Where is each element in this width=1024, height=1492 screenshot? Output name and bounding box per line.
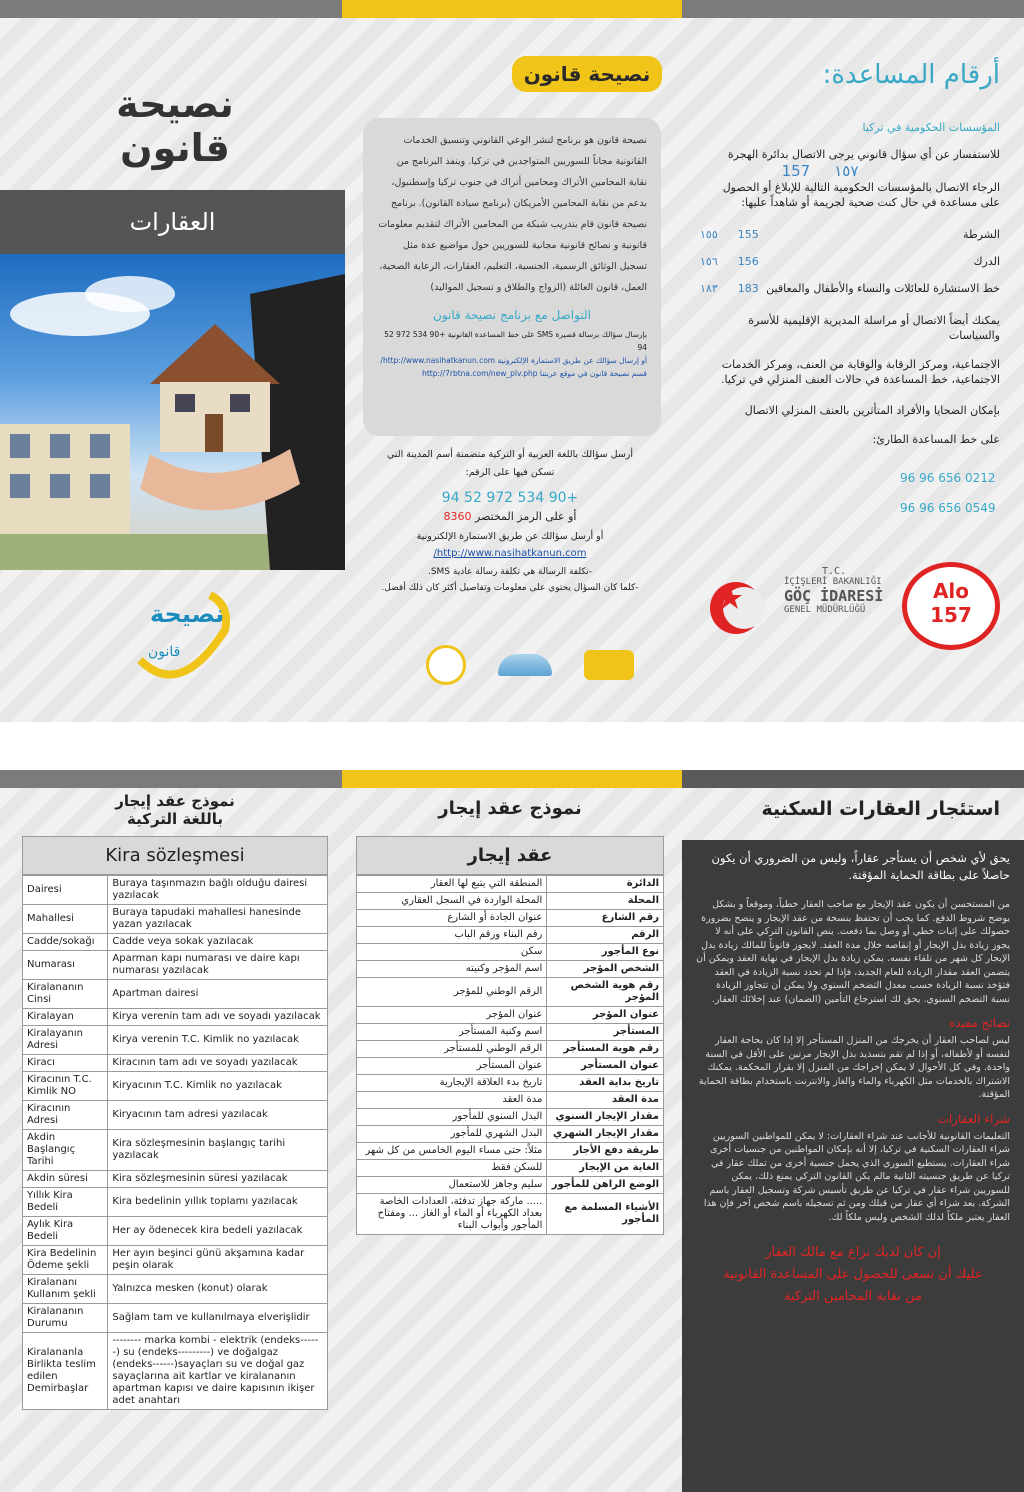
turkish-table [22, 875, 328, 1410]
field-label: مقدار الإيجار السنوي [547, 1109, 664, 1126]
house-in-hand-illustration [0, 254, 345, 570]
field-value: البدل الشهري للمأجور [357, 1126, 547, 1143]
field-value: البدل السنوي للمأجور [357, 1109, 547, 1126]
help-row-numbers [700, 228, 759, 241]
table-row [357, 961, 664, 978]
field-value: -------- marka kombi - elektrik (endeks------) su (endeks---------) ve doğalgaz (endeks------)sayaçları su ve doğal gaz sayaçlarına ait kartlar ve kiralananın apartman kapısı ve daire kapısının ikişer adet anahtarı [108, 1333, 328, 1410]
help-numbers-panel [700, 60, 1000, 515]
table-row [23, 1217, 328, 1246]
rent-body: من المستحسن أن يكون عقد الإيجار مع صاحب العقار خطياً، وموقعاً و بشكل يوضح شروط الدفع. كما يجب أن تحتفظ بنسخة من عقد الإيجار و ينصح بضرورة حصولك على إثبات خطي أو وصل بما دفعت. ينص القانون التركي على أنه لا يجوز زيادة بدل الإيجار أو إنقاصه خلال مدة العقد. لايجوز قانوناً للمالك زيادة بدل الإيجار كل شهر من تلقاء نفسه. يمكن زيادة بدل الإيجار في نهاية العقد ويمكن أن يتضمن العقد مقدار الزيادة للعام الجديد، فإذا لم تحدد نسبة الزيادة في العقد فتؤخذ نسبة الزيادة حسب معدل التضخم السنوي ولا يمكن أن تتجاوز الزيادة نسبة التضخم السنوي. يحق لك استرجاع التأمين (الضمان) عند إخلائك العقار. [696, 899, 1010, 1005]
alo-text: Alo [932, 579, 970, 603]
field-value: Kiryacının T.C. Kimlik no yazılacak [108, 1072, 328, 1101]
warning-3: من نقابة المحامين التركية [784, 1289, 922, 1304]
short-code-row [380, 510, 640, 523]
field-value: Kirya verenin T.C. Kimlik no yazılacak [108, 1026, 328, 1055]
table-row [23, 905, 328, 934]
field-label: عنوان المستأجر [547, 1058, 664, 1075]
arabic-contract [356, 836, 664, 1235]
ask-phone[interactable]: +90 534 972 52 94 [441, 490, 579, 506]
field-value: Her ayın beşinci günü akşamına kadar peşin olarak [108, 1246, 328, 1275]
ministry-line3: GENEL MÜDÜRLÜĞÜ [784, 605, 866, 615]
field-label: الرقم [547, 927, 664, 944]
table-row [357, 1041, 664, 1058]
top-strip-middle-2 [342, 770, 682, 788]
contact-3[interactable]: قسم نصيحة قانون في موقع عربتنا http://7rbtna.com/new_plv.php [422, 369, 647, 378]
field-label: Kiralayan [23, 1009, 108, 1026]
help-para1: يمكنك أيضاً الاتصال أو مراسلة المديرية الإقليمية للأسرة والسياسات [748, 314, 1000, 342]
field-label: Kiralananı Kullanım şekli [23, 1275, 108, 1304]
phone-1[interactable]: 0212 656 96 96 [900, 471, 996, 485]
field-label: Kiralayanın Adresi [23, 1026, 108, 1055]
ministry-line1: İÇİŞLERİ BAKANLIĞI [784, 577, 882, 587]
table-row [357, 1058, 664, 1075]
field-value: Kira bedelinin yıllık toplamı yazılacak [108, 1188, 328, 1217]
field-value: Buraya tapudaki mahallesi hanesinde yazan yazılacak [108, 905, 328, 934]
field-label: مدة العقد [547, 1092, 664, 1109]
tips-title: نصائح مفيدة [948, 1016, 1010, 1030]
field-label: Cadde/sokağı [23, 934, 108, 951]
table-row [23, 1130, 328, 1171]
table-row [23, 876, 328, 905]
field-label: Kiracının T.C. Kimlik NO [23, 1072, 108, 1101]
field-label: Kiralananla Birlikta teslim edilen Demirbaşlar [23, 1333, 108, 1410]
table-row [23, 1333, 328, 1410]
field-label: عنوان المؤجر [547, 1007, 664, 1024]
help-row-number-latin[interactable]: 183 [737, 282, 759, 295]
detail-note: -كلما كان السؤال يحتوي على معلومات وتفاصيل أكثر كان ذلك أفضل. [381, 583, 639, 593]
turkish-title-2: باللغة التركية [127, 810, 223, 828]
field-value: Sağlam tam ve kullanılmaya elverişlidir [108, 1304, 328, 1333]
short-code-label: أو على الرمز المختصر [475, 510, 577, 523]
help-row-number-ar: ١٨٣ [700, 282, 718, 295]
cover-subtitle: العقارات [0, 190, 345, 254]
table-row [357, 944, 664, 961]
contact-1: بإرسال سؤالك برسالة قصيرة SMS على خط المساعدة القانونية +90 534 972 52 94 [384, 330, 647, 352]
field-value: تاريخ بدء العلاقة الإيجارية [357, 1075, 547, 1092]
help-row [700, 228, 1000, 241]
table-row [357, 1075, 664, 1092]
table-row [23, 951, 328, 980]
migration-number [700, 162, 940, 180]
warning-1: إن كان لديك نزاع مع مالك العقار [765, 1245, 941, 1260]
table-row [357, 876, 664, 893]
alo-number: 157 [930, 603, 972, 627]
field-label: Dairesi [23, 876, 108, 905]
help-row-label: الشرطة [963, 228, 1000, 241]
field-label: Mahallesi [23, 905, 108, 934]
field-value: سكن [357, 944, 547, 961]
arabic-title: نموذج عقد إيجار [438, 798, 582, 819]
field-value: Cadde veya sokak yazılacak [108, 934, 328, 951]
table-row [357, 910, 664, 927]
field-value: عنوان المستأجر [357, 1058, 547, 1075]
table-row [357, 1109, 664, 1126]
partner-logos [410, 642, 650, 688]
turkish-crescent-logo [706, 578, 772, 638]
field-value: المحلة الواردة في السجل العقاري [357, 893, 547, 910]
cost-note: -تكلفة الرسالة هي تكلفة رسالة عادية SMS. [427, 567, 593, 577]
ask-form: أو أرسل سؤالك عن طريق الاستمارة الإلكترونية [416, 531, 604, 542]
field-label: الشخص المؤجر [547, 961, 664, 978]
field-label: المستأجر [547, 1024, 664, 1041]
turkish-contract [22, 836, 328, 1410]
top-strip-left-2 [0, 770, 342, 788]
aba-logo [498, 654, 552, 676]
logo-word1: نصيحة [150, 600, 225, 628]
table-row [23, 1055, 328, 1072]
table-row [357, 1126, 664, 1143]
buy-title: شراء العقارات [937, 1111, 1010, 1126]
cover-photo [0, 254, 345, 570]
field-label: Akdin süresi [23, 1171, 108, 1188]
field-label: مقدار الإيجار الشهري [547, 1126, 664, 1143]
field-label: Kiralananın Cinsi [23, 980, 108, 1009]
field-label: Aylık Kira Bedeli [23, 1217, 108, 1246]
nasihat-logo [120, 590, 240, 690]
program-body: نصيحة قانون هو برنامج لنشر الوعي القانوني وتنسيق الخدمات القانونية مجاناً للسوريين المتواجدين في تركيا. وينفذ البرنامج من نقابة المحامين الأتراك ومحامين أتراك في جنوب تركيا وإسطنبول، بدعم من نقابة المحامين الأمريكان (برنامج سيادة القانون). برنامج نصيحة قانون قام بتدريب شبكة من المحامين الأتراك لتقديم معلومات قانونية و نصائح قانونية مجانية للسوريين حول مواضيع عدة مثل تسجيل الوثائق الرسمية، الجنسية، التعليم، العقارات، الرعاية الصحية، العمل، قانون العائلة (الزواج والطلاق و تسجيل المواليد) [378, 135, 647, 293]
table-row [23, 1246, 328, 1275]
brochure-outside [0, 0, 1024, 722]
top-strip-right-2 [682, 770, 1024, 788]
field-label: المحلة [547, 893, 664, 910]
field-label: رقم الشارع [547, 910, 664, 927]
arabic-header: عقد إيجار [356, 836, 664, 875]
rent-lead: يحق لأي شخص أن يستأجر عقاراً، وليس من الضروري أن يكون حاصلاً على بطاقة الحماية المؤقتة. [711, 851, 1010, 882]
field-value: للسكن فقط [357, 1160, 547, 1177]
turkish-header: Kira sözleşmesi [22, 836, 328, 875]
field-label: Kiracı [23, 1055, 108, 1072]
tips-body: ليس لصاحب العقار أن يخرجك من المنزل المستأجر إلا إذا كان بحاجة العقار لنفسه أو لأطفاله، أو إذا لم تقم بتسديد بدل الإيجار مرتين على الأقل في السنة واحدة. وفي كل الأحوال لا يمكن إخراجك من المنزل إلا بقرار المحكمة. يمكنك الاشتراك بالخدمات مثل الكهرباء والماء والغاز والانترنت باستخدام بطاقة الحماية المؤقتة. [698, 1035, 1010, 1100]
field-value: Kira sözleşmesinin süresi yazılacak [108, 1171, 328, 1188]
help-para4: على خط المساعدة الطارئ: [872, 433, 1000, 446]
help-para3: بإمكان الضحايا والأفراد المتأثرين بالعنف المنزلي الاتصال [744, 404, 1000, 417]
help-row-label: خط الاستشارة للعائلات والنساء والأطفال والمعاقين [766, 282, 1000, 295]
table-row [357, 1177, 664, 1194]
warning-2: عليك أن تسعى للحصول على المساعدة القانونية [723, 1267, 983, 1282]
field-value: عنوان المؤجر [357, 1007, 547, 1024]
table-row [23, 1171, 328, 1188]
help-row-numbers [700, 282, 759, 295]
short-code: 8360 [443, 510, 472, 523]
field-value: Kiryacının tam adresi yazılacak [108, 1101, 328, 1130]
table-row [23, 1275, 328, 1304]
field-value: Kiracının tam adı ve soyadı yazılacak [108, 1055, 328, 1072]
warning-block [696, 1242, 1010, 1308]
gov-institutions-label: المؤسسات الحكومية في تركيا [862, 121, 1000, 134]
field-value: Kira sözleşmesinin başlangıç tarihi yazılacak [108, 1130, 328, 1171]
table-row [357, 1092, 664, 1109]
phone-2[interactable]: 0549 656 96 96 [900, 501, 996, 515]
alo157-logo [902, 562, 1000, 650]
field-value: عنوان الجادة أو الشارع [357, 910, 547, 927]
help-row-number-ar: ١٥٦ [700, 255, 718, 268]
table-row [23, 980, 328, 1009]
field-value: مدة العقد [357, 1092, 547, 1109]
top-strip-middle [342, 0, 682, 18]
table-row [23, 1304, 328, 1333]
field-label: رقم هوية الشخص المؤجر [547, 978, 664, 1007]
help-rows [700, 228, 1000, 295]
field-value: Apartman dairesi [108, 980, 328, 1009]
field-value: سليم وجاهز للاستعمال [357, 1177, 547, 1194]
cover-title: نصيحة قانون [116, 82, 234, 170]
ask-url[interactable]: http://www.nasihatkanun.com/ [433, 548, 587, 559]
table-row [357, 1007, 664, 1024]
goc-idaresi-logo [784, 566, 884, 615]
field-label: Kiralananın Durumu [23, 1304, 108, 1333]
field-label: الغاية من الإيجار [547, 1160, 664, 1177]
field-label: طريقة دفع الأجار [547, 1143, 664, 1160]
help-row-number-latin[interactable]: 155 [737, 228, 759, 241]
help-row-number-ar: ١٥٥ [700, 228, 718, 241]
help-row-label: الدرك [973, 255, 1000, 268]
top-strip-right [682, 0, 1024, 18]
top-strip-left [0, 0, 342, 18]
field-value: Her ay ödenecek kira bedeli yazılacak [108, 1217, 328, 1246]
help-row [700, 255, 1000, 268]
n157-ar: ١٥٧ [834, 162, 859, 180]
turkish-title-1: نموذج عقد إيجار [115, 792, 235, 810]
buy-body: التعليمات القانونية للأجانب عند شراء العقارات: لا يمكن للمواطنين السوريين شراء العقارات السكنية في تركيا، إلا أنه بإمكان المواطنين من جنسيات أخرى شراء العقارات. يستطيع السوري الذي يحمل جنسية أخرى من تملك عقار في تركيا عن طريق جنسيته الثانية مالم يكن القانون التركي يمنع ذلك. يمكن للسوريين شراء عقار في تركيا عن طريق تأسيس شركة وتسجيل العقار باسم الشركة. بعد شراء أي عقار من قبلك ومن ثم تسجيله باسم شخص آخر فإن هذا العقار يعتبر ملكاً لذلك الشخص وليس ملكاً لك. [703, 1130, 1010, 1223]
field-label: نوع المأجور [547, 944, 664, 961]
field-value: المنطقة التي يتبع لها العقار [357, 876, 547, 893]
field-value: الرقم الوطني للمستأجر [357, 1041, 547, 1058]
ask-section [380, 446, 640, 593]
help-para2: الاجتماعية، ومركز الرقابة والوقاية من العنف، ومركز الخدمات الاجتماعية، خط المساعدة في حالات العنف المنزلي في تركيا. [720, 358, 1000, 386]
help-title: أرقام المساعدة: [822, 60, 1000, 90]
field-label: Akdin Başlangıç Tarihi [23, 1130, 108, 1171]
table-row [357, 893, 664, 910]
field-value: Yalnızca mesken (konut) olarak [108, 1275, 328, 1304]
help-row-number-latin[interactable]: 156 [737, 255, 759, 268]
table-row [23, 1026, 328, 1055]
field-label: رقم هوية المستأجر [547, 1041, 664, 1058]
ask-text: أرسل سؤالك باللغة العربية أو التركية متضمنة أسم المدينة التي تسكن فيها على الرقم: [386, 449, 634, 478]
table-row [23, 1072, 328, 1101]
field-value: الرقم الوطني للمؤجر [357, 978, 547, 1007]
logo-word2: قانون [148, 644, 181, 660]
contact-title: التواصل مع برنامج نصيحة قانون [433, 308, 591, 322]
field-label: Numarası [23, 951, 108, 980]
victim-line: الرجاء الاتصال بالمؤسسات الحكومية التالية للإبلاغ أو الحصول على مساعدة في حال كنت ضحية لجريمة أو شاهداً عليها: [722, 181, 1000, 209]
field-label: Kiracının Adresi [23, 1101, 108, 1130]
field-value: Aparman kapı numarası ve daire kapı numarası yazılacak [108, 951, 328, 980]
table-row [357, 927, 664, 944]
field-label: الأشياء المسلمة مع المأجور [547, 1194, 664, 1235]
table-row [23, 1101, 328, 1130]
nasihat-mini-logo [426, 645, 466, 685]
field-label: الوضع الراهن للمأجور [547, 1177, 664, 1194]
field-label: تاريخ بداية العقد [547, 1075, 664, 1092]
table-row [23, 1188, 328, 1217]
field-label: Kira Bedelinin Ödeme şekli [23, 1246, 108, 1275]
table-row [357, 1143, 664, 1160]
table-row [23, 934, 328, 951]
field-value: Buraya taşınmazın bağlı olduğu dairesi yazılacak [108, 876, 328, 905]
table-row [357, 1024, 664, 1041]
program-bubble [363, 118, 661, 436]
help-row [700, 282, 1000, 295]
rent-title: استئجار العقارات السكنية [761, 798, 1000, 820]
field-value: اسم المؤجر وكنيته [357, 961, 547, 978]
field-value: مثلاً: حتى مساء اليوم الخامس من كل شهر [357, 1143, 547, 1160]
field-label: Yıllık Kira Bedeli [23, 1188, 108, 1217]
help-row-numbers [700, 255, 759, 268]
ministry-line2: GÖÇ İDARESİ [784, 587, 884, 605]
field-label: الدائرة [547, 876, 664, 893]
migration-line: للاستفسار عن أي سؤال قانوني يرجى الاتصال بدائرة الهجرة [727, 148, 1000, 161]
arabic-table [356, 875, 664, 1235]
field-value: Kirya verenin tam adı ve soyadı yazılacak [108, 1009, 328, 1026]
n157-latin: 157 [781, 162, 811, 180]
contact-2[interactable]: أو إرسال سؤالك عن طريق الاستمارة الإلكترونية http://www.nasihatkanun.com/ [380, 356, 647, 365]
tc-text: T.C. [821, 566, 847, 577]
table-row [357, 1194, 664, 1235]
brochure-inside [0, 770, 1024, 1492]
middle-tag: نصيحة قانون [512, 56, 662, 92]
table-row [357, 978, 664, 1007]
table-row [23, 1009, 328, 1026]
table-row [357, 1160, 664, 1177]
sms-logo [584, 650, 634, 680]
rent-info-panel [682, 840, 1024, 1492]
field-value: رقم البناء ورقم الباب [357, 927, 547, 944]
field-value: اسم وكنية المستأجر [357, 1024, 547, 1041]
field-value: ..... ماركة جهاز تدفئة، العدادات الخاصة بعداد الكهرباء أو الماء أو الغاز ... ومفتاح المأجور وأبواب البناء [357, 1194, 547, 1235]
turkish-title [22, 792, 328, 828]
